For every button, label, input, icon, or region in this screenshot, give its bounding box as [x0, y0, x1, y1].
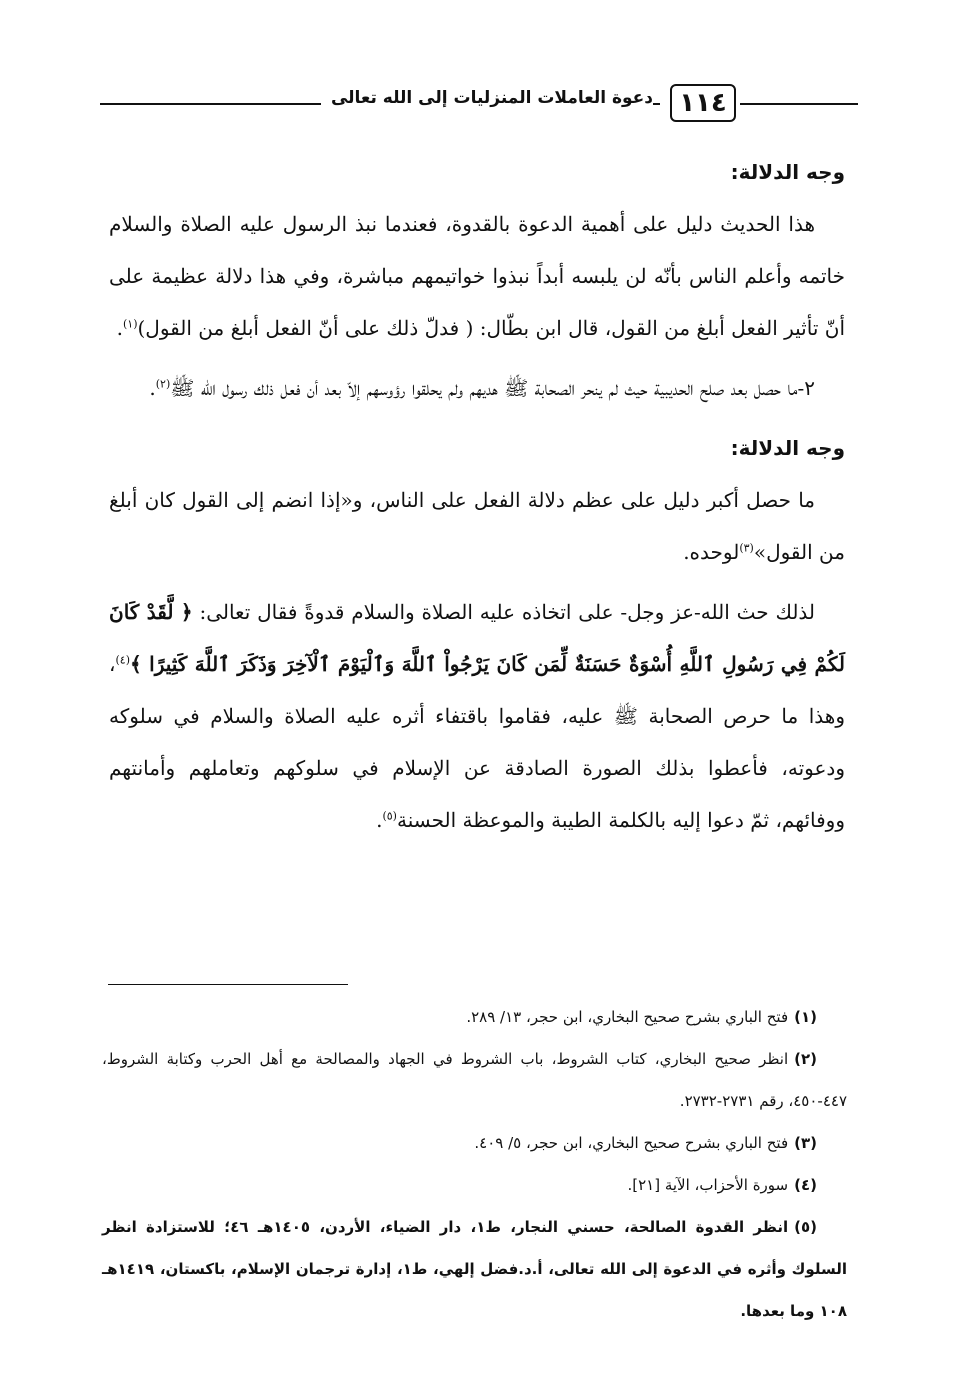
- footnote-ref-2: (٢): [155, 377, 171, 391]
- footnote-number: (٤): [794, 1176, 817, 1194]
- footnote-text: فتح الباري بشرح صحيح البخاري، ابن حجر، ٥/ ٤٠٩.: [474, 1134, 789, 1152]
- paragraph-4-text-a: لذلك حث الله-عز وجل- على اتخاذه عليه الصلاة والسلام قدوةً فقال تعالى:: [199, 600, 816, 624]
- footnote-text: انظر صحيح البخاري، كتاب الشروط، باب الشروط في الجهاد والمصالحة مع أهل الحرب وكتابة الشروط، ٤٤٧-٤٥٠، رقم ٢٧٣١-٢٧٣٢.: [102, 1050, 847, 1110]
- footnote-number: (٣): [794, 1134, 817, 1152]
- paragraph-1-text: هذا الحديث دليل على أهمية الدعوة بالقدوة، فعندما نبذ الرسول عليه الصلاة والسلام خاتمه وأعلم الناس بأنّه لن يلبسه أبداً نبذوا خواتيمهم مباشرة، وفي هذا دلالة عظيمة على أنّ تأثير الفعل أبلغ من القول، قال ابن بطّال: ( فدلّ ذلك على أنّ الفعل أبلغ من القول): [109, 212, 845, 340]
- footnote-ref-4: (٤): [115, 653, 130, 667]
- footnote-ref-1: (١): [122, 317, 138, 331]
- body-text: [109, 146, 845, 854]
- page-number: ١١٤: [670, 84, 736, 122]
- footnote-ref-5: (٥): [382, 809, 397, 823]
- paragraph-4-text-b: ، وهذا ما حرص الصحابة ﷺ عليه، فقاموا باقتفاء أثره عليه الصلاة والسلام في سلوكه ودعوته، فأعطوا بذلك الصورة الصادقة عن الإسلام في سلوكهم وتعاملهم وأمانتهم ووفائهم، ثمّ دعوا إليه بالكلمة الطيبة والموعظة الحسنة: [109, 652, 845, 832]
- paragraph-3-text-b: لوحده.: [683, 540, 740, 564]
- page-header: [100, 82, 858, 124]
- footnote-3: [102, 1122, 847, 1164]
- footnote-text: سورة الأحزاب، الآية [٢١].: [627, 1176, 789, 1194]
- footnote-separator: [108, 984, 348, 985]
- running-title: دعوة العاملات المنزليات إلى الله تعالى: [321, 88, 653, 108]
- footnote-1: [102, 996, 847, 1038]
- header-rule-right: [740, 103, 858, 105]
- paragraph-4: [109, 586, 845, 846]
- footnote-number: (٢): [794, 1050, 817, 1068]
- paragraph-4-end: .: [376, 808, 383, 832]
- section-heading-1: وجه الدلالة:: [730, 160, 845, 184]
- footnote-text: انظر القدوة الصالحة، حسني النجار، ط١، دار الضياء، الأردن، ١٤٠٥هـ ٤٦؛ للاستزادة انظر السلوك وأثره في الدعوة إلى الله تعالى، أ.د.فضل إلهي، ط١، إدارة ترجمان الإسلام، باكستان، ١٤١٩هـ ١٠٨ وما بعدها.: [102, 1218, 847, 1320]
- paragraph-3: [109, 474, 845, 578]
- section-heading-2: وجه الدلالة:: [730, 436, 845, 460]
- footnote-number: (١): [794, 1008, 817, 1026]
- footnote-number: (٥): [794, 1218, 817, 1236]
- paragraph-2-text: ٢-ما حصل بعد صلح الحديبية حيث لم ينحر الصحابة ﷺ هديهم ولم يحلقوا رؤوسهم إلاّ بعد أن فعل ذلك رسول الله ﷺ: [170, 376, 815, 400]
- paragraph-3-text-a: ما حصل أكبر دليل على عظم دلالة الفعل على الناس، و«إذا انضم إلى القول كان أبلغ من القول»: [109, 488, 845, 564]
- quran-verse: ﴿ لَّقَدْ كَانَ لَكُمْ فِي رَسُولِ ٱللَّهِ أُسْوَةٌ حَسَنَةٌ لِّمَن كَانَ يَرْجُواْ ٱللَّهَ وَٱلْيَوْمَ ٱلْآخِرَ وَذَكَرَ ٱللَّهَ كَثِيرًا ﴾: [109, 600, 845, 676]
- footnote-ref-3: (٣): [739, 541, 754, 555]
- footnote-2: [102, 1038, 847, 1122]
- paragraph-1: هذا الحديث دليل على أهمية الدعوة بالقدوة، فعندما نبذ الرسول عليه الصلاة والسلام خاتمه وأعلم الناس بأنّه لن يلبسه أبداً نبذوا خواتيمهم مباشرة، وفي هذا دلالة عظيمة على أنّ تأثير الفعل أبلغ من القول، قال ابن بطّال: ( فدلّ ذلك على أنّ الفعل أبلغ من القول)$^{(١)}$.: [109, 212, 845, 340]
- footnote-text: فتح الباري بشرح صحيح البخاري، ابن حجر، ١٣/ ٢٨٩.: [466, 1008, 789, 1026]
- footnote-5: [102, 1206, 847, 1332]
- footnotes: [102, 996, 847, 1332]
- footnote-4: [102, 1164, 847, 1206]
- paragraph-2: ٢-ما حصل بعد صلح الحديبية حيث لم ينحر الصحابة ﷺ هديهم ولم يحلقوا رؤوسهم إلاّ بعد أن فعل ذلك رسول الله ﷺ$^{(٢)}$.: [149, 376, 815, 400]
